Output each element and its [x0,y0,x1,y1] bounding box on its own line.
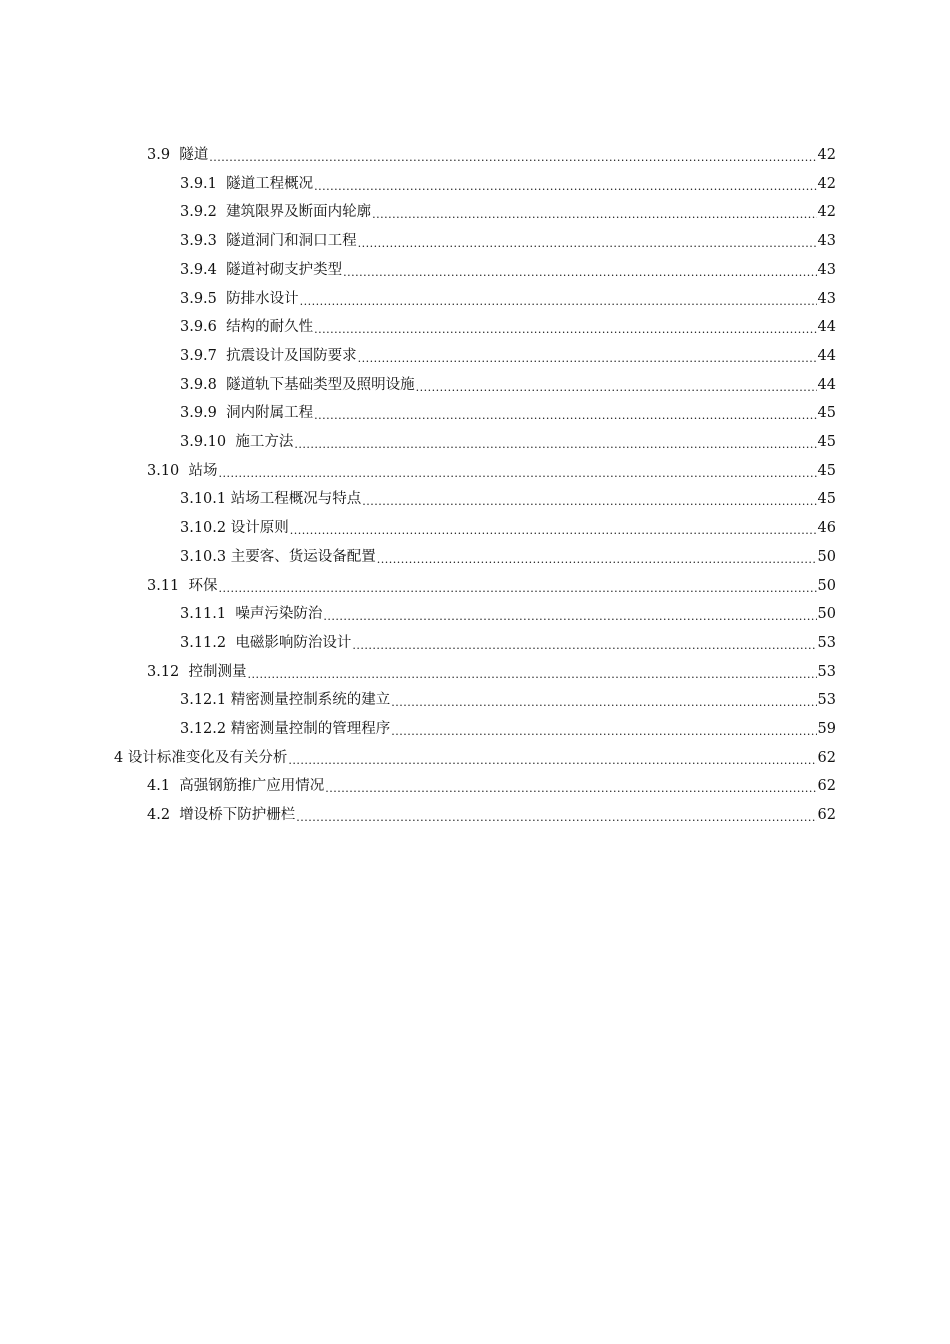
toc-entry-separator [226,600,235,628]
toc-dot-leader [377,544,817,572]
toc-entry-separator [170,141,179,169]
toc-entry[interactable] [180,285,836,313]
toc-dot-leader [391,687,816,715]
toc-entry-number: 3.11.1 [180,606,227,623]
toc-entry[interactable] [147,658,836,686]
toc-entry-separator [217,170,226,198]
toc-dot-leader [296,802,816,830]
toc-entry-number: 3.9.10 [180,434,227,450]
toc-entry-page-number: 42 [817,175,836,192]
toc-dot-leader [358,343,817,371]
toc-entry-number: 4.2 [147,807,171,824]
toc-entry-number: 3.9.1 [180,175,217,192]
toc-entry-number: 3.9 [147,147,171,163]
toc-entry-page-number: 45 [817,491,836,508]
toc-entry-number: 4.1 [147,778,171,795]
toc-entry-page-number: 53 [817,692,836,709]
toc-entry[interactable] [180,227,836,255]
toc-entry-number: 3.9.9 [180,405,217,422]
toc-entry[interactable] [147,772,836,800]
toc-dot-leader [248,659,817,687]
toc-entry-separator [226,629,235,657]
toc-dot-leader [294,429,816,457]
toc-entry-title: 精密测量控制系统的建立 [230,692,391,709]
toc-entry[interactable] [180,600,836,628]
toc-entry[interactable] [180,170,836,198]
toc-dot-leader [391,716,816,744]
toc-dot-leader [314,314,816,342]
toc-entry-page-number: 50 [817,606,836,623]
toc-entry[interactable] [180,256,836,284]
toc-entry[interactable] [180,371,836,399]
toc-entry-number: 4 [114,749,124,766]
toc-entry-number: 3.12.1 [180,692,227,709]
toc-entry-page-number: 42 [817,204,836,221]
toc-entry-page-number: 44 [817,376,836,393]
toc-entry-page-number: 42 [817,147,836,163]
toc-entry-title: 建筑限界及断面内轮廓 [226,204,372,221]
toc-entry-separator [170,772,179,800]
toc-dot-leader [323,601,816,629]
toc-entry[interactable] [180,342,836,370]
toc-dot-leader [219,573,817,601]
toc-entry-separator [217,227,226,255]
toc-entry[interactable] [180,543,836,571]
toc-entry-page-number: 43 [817,290,836,307]
toc-entry-title: 高强钢筋推广应用情况 [179,778,325,795]
toc-entry-title: 隧道 [179,147,209,163]
toc-entry-separator [179,658,188,686]
toc-entry-separator [179,572,188,600]
toc-entry-separator [217,399,226,427]
toc-dot-leader [325,773,816,801]
toc-dot-leader [288,745,816,773]
toc-entry[interactable] [180,686,836,714]
toc-entry-number: 3.10.1 [180,491,227,508]
toc-entry[interactable] [180,198,836,226]
toc-entry-title: 隧道洞门和洞口工程 [226,233,357,250]
toc-entry-page-number: 45 [817,462,836,479]
toc-entry-separator [217,256,226,284]
toc-entry-page-number: 62 [817,778,836,795]
toc-entry-title: 控制测量 [188,663,247,680]
toc-dot-leader [314,171,816,199]
toc-entry-page-number: 62 [817,749,836,766]
toc-entry-separator [170,801,179,829]
toc-entry-number: 3.9.4 [180,261,217,278]
toc-entry-title: 施工方法 [235,434,294,450]
toc-entry-number: 3.9.7 [180,347,217,364]
toc-dot-leader [209,142,816,170]
toc-entry-title: 站场工程概况与特点 [230,491,362,508]
toc-entry-page-number: 53 [817,663,836,680]
toc-entry-title: 精密测量控制的管理程序 [230,721,391,737]
toc-entry-page-number: 44 [817,319,836,336]
toc-entry-page-number: 59 [817,721,836,737]
toc-entry-page-number: 45 [817,405,836,422]
toc-entry-number: 3.10.3 [180,548,227,565]
toc-entry-page-number: 44 [817,347,836,364]
toc-entry-title: 增设桥下防护栅栏 [179,807,296,824]
toc-entry-number: 3.11 [147,577,180,594]
toc-entry-separator [217,285,226,313]
toc-entry-number: 3.9.2 [180,204,217,221]
toc-entry-title: 抗震设计及国防要求 [226,347,357,364]
toc-entry[interactable] [147,141,836,169]
toc-entry[interactable] [180,428,836,456]
toc-entry-separator [179,457,188,485]
toc-entry-title: 噪声污染防治 [235,606,323,623]
toc-entry-number: 3.9.3 [180,233,217,250]
toc-entry-page-number: 43 [817,261,836,278]
toc-entry-number: 3.9.6 [180,319,217,336]
toc-entry[interactable] [147,572,836,600]
toc-entry-number: 3.12 [147,663,180,680]
toc-entry-page-number: 53 [817,634,836,651]
toc-entry-page-number: 50 [817,548,836,565]
toc-entry-separator [226,428,235,456]
toc-dot-leader [290,515,817,543]
toc-entry-page-number: 50 [817,577,836,594]
toc-dot-leader [358,228,817,256]
toc-entry[interactable] [147,457,836,485]
toc-entry-separator [217,342,226,370]
toc-entry-separator [217,371,226,399]
toc-entry-number: 3.10.2 [180,520,227,537]
toc-entry-number: 3.12.2 [180,721,227,737]
toc-entry-number: 3.11.2 [180,634,227,651]
toc-entry-separator [217,198,226,226]
toc-entry[interactable] [114,744,836,772]
toc-entry-number: 3.9.8 [180,376,217,393]
toc-entry-title: 主要客、货运设备配置 [230,548,376,565]
toc-entry-title: 设计标准变化及有关分析 [127,749,288,766]
toc-entry-number: 3.10 [147,462,180,479]
toc-entry[interactable] [180,629,836,657]
toc-entry[interactable] [180,313,836,341]
toc-entry-page-number: 45 [817,434,836,450]
toc-dot-leader [352,630,816,658]
toc-entry-title: 洞内附属工程 [226,405,314,422]
toc-entry-number: 3.9.5 [180,290,217,307]
toc-entry-title: 电磁影响防治设计 [235,634,352,651]
toc-entry-title: 隧道轨下基础类型及照明设施 [226,376,415,393]
toc-entry[interactable] [180,399,836,427]
toc-entry-page-number: 46 [817,520,836,537]
toc-dot-leader [314,400,816,428]
toc-dot-leader [343,257,816,285]
toc-entry[interactable] [180,514,836,542]
toc-dot-leader [300,286,817,314]
toc-entry-page-number: 43 [817,233,836,250]
toc-entry[interactable] [180,485,836,513]
toc-entry-title: 设计原则 [230,520,289,537]
toc-dot-leader [416,372,817,400]
toc-entry-page-number: 62 [817,807,836,824]
toc-entry-title: 防排水设计 [226,290,299,307]
toc-entry-title: 隧道工程概况 [226,175,314,192]
toc-entry-title: 结构的耐久性 [226,319,314,336]
toc-dot-leader [372,199,816,227]
toc-entry-title: 站场 [188,462,218,479]
toc-dot-leader [219,458,817,486]
toc-dot-leader [362,486,816,514]
toc-entry-title: 环保 [188,577,218,594]
toc-entry-separator [217,313,226,341]
toc-entry-title: 隧道衬砌支护类型 [226,261,343,278]
toc-entry[interactable] [147,801,836,829]
toc-entry[interactable] [180,715,836,743]
